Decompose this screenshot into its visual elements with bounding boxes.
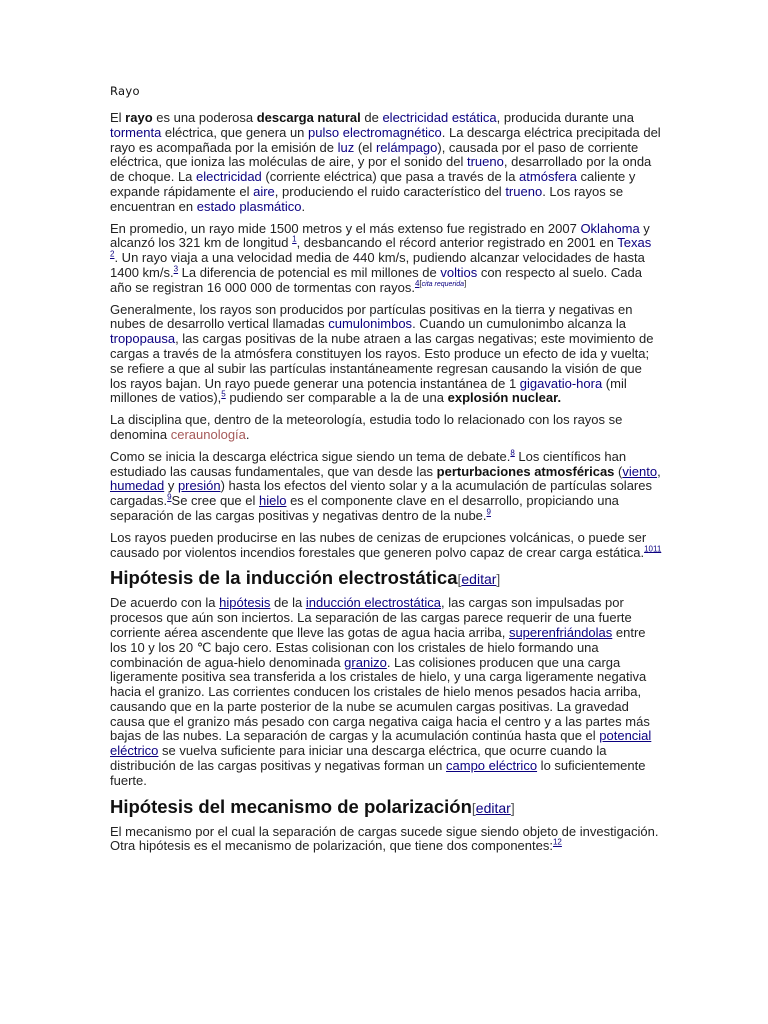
edit-link[interactable]: editar <box>461 571 497 588</box>
text: . Cuando un cumulonimbo alcanza la <box>412 316 626 332</box>
link-induccion-electrostatica[interactable]: inducción electrostática <box>305 595 441 611</box>
text: , las cargas son impulsadas por procesos que aún son inciertos. La separación de las cargas parece requerir de una fuerte corriente aérea ascendente que lleve las gotas de agua hacia arriba, <box>110 595 632 640</box>
link-campo-electrico[interactable]: campo eléctrico <box>446 758 538 774</box>
link-aire[interactable]: aire <box>253 183 275 199</box>
reference-link[interactable]: 5 <box>221 390 226 400</box>
text: La disciplina que, dentro de la meteorología, estudia todo lo relacionado con los rayos se denomina <box>110 412 623 442</box>
text: . La descarga eléctrica precipitada del rayo es acompañada por la emisión de <box>110 124 661 155</box>
bold-term: rayo <box>125 110 153 125</box>
section-heading-polarizacion <box>110 796 662 819</box>
reference <box>644 544 661 553</box>
paragraph-records <box>110 222 662 296</box>
paragraph-intro <box>110 111 662 215</box>
text: y <box>164 478 178 494</box>
link-atmosfera[interactable]: atmósfera <box>519 169 577 185</box>
text: de la <box>270 595 306 611</box>
bold-term: perturbaciones atmosféricas <box>436 463 615 479</box>
bracket: ] <box>496 571 501 588</box>
heading-text: Hipótesis del mecanismo de polarización <box>110 795 472 817</box>
text: . <box>301 198 306 214</box>
text: es una poderosa <box>152 110 257 125</box>
text: lo suficientemente fuerte. <box>110 758 646 788</box>
reference-link[interactable]: 2 <box>110 249 115 259</box>
text: . Un rayo viaja a una velocidad media de 440 km/s, pudiendo alcanzar velocidades de hasta 1400 km/s. <box>110 250 645 280</box>
link-potencial-electrico[interactable]: potencial eléctrico <box>110 728 652 759</box>
link-tormenta[interactable]: tormenta <box>110 124 162 140</box>
paragraph-formation <box>110 303 662 407</box>
reference <box>487 508 491 517</box>
reference-link[interactable]: 9 <box>167 492 172 502</box>
text: , producida durante una <box>496 110 634 125</box>
text: , <box>657 463 661 479</box>
citation-needed-link[interactable]: cita requerida <box>421 281 465 289</box>
bold-term: explosión nuclear. <box>447 390 562 406</box>
text: con respecto al suelo. Cada año se registran 16 000 000 de tormentas con rayos. <box>110 264 642 295</box>
link-trueno[interactable]: trueno <box>505 183 543 199</box>
bracket: [ <box>457 571 462 588</box>
bold-term: descarga natural <box>256 110 361 125</box>
reference <box>415 279 466 288</box>
paragraph-volcanic <box>110 531 662 561</box>
link-humedad[interactable]: humedad <box>110 478 165 494</box>
reference-link[interactable]: 9 <box>486 507 491 517</box>
link-hielo[interactable]: hielo <box>259 493 287 509</box>
link-presion[interactable]: presión <box>177 478 221 494</box>
text: Los rayos pueden producirse en las nubes de cenizas de erupciones volcánicas, o puede ser causado por violentos incendios forestales que generen polvo capaz de crear carga estática. <box>110 529 647 560</box>
text: ), causada por el paso de corriente eléctrica, que ioniza las moléculas de aire, y por el sonido del <box>110 139 639 170</box>
text: . Las colisiones producen que una carga ligeramente positiva sea transferida a los cristales de hielo, y una carga ligeramente negativa hacia el granizo. Las corrientes conducen los cristales de hielo menos pesados hacia arriba, causando que en la parte posterior de la nube se acumulen cargas positivas. La gravedad causa que el granizo más pesado con carga negativa caiga hacia el centro y a las partes más bajas de las nubes. La separación de cargas y la acumulación continúa hasta que el <box>110 654 650 744</box>
text: , desbancando el récord anterior registrado en 2001 en <box>296 235 618 251</box>
reference-link[interactable]: 8 <box>510 448 515 458</box>
link-granizo[interactable]: granizo <box>344 654 387 670</box>
text: de <box>360 110 383 125</box>
text: y alcanzó los 321 km de longitud <box>110 220 650 251</box>
link-electricidad-estatica[interactable]: electricidad estática <box>382 110 497 125</box>
text: La diferencia de potencial es mil millones de <box>178 264 441 280</box>
link-superenfriandolas[interactable]: superenfriándolas <box>508 624 613 640</box>
link-hipotesis[interactable]: hipótesis <box>219 595 271 611</box>
paragraph-discipline <box>110 413 662 443</box>
text: Los científicos han estudiado las causas fundamentales, que van desde las <box>110 448 627 479</box>
text: caliente y expande rápidamente el <box>110 169 636 199</box>
reference-link[interactable]: 4 <box>414 279 420 289</box>
text: ( <box>614 463 623 479</box>
edit-section <box>472 800 515 816</box>
link-electricidad[interactable]: electricidad <box>196 169 262 185</box>
link-estado-plasmatico[interactable]: estado plasmático <box>196 198 302 214</box>
link-gigavatio-hora[interactable]: gigavatio-hora <box>519 375 603 391</box>
text: Generalmente, los rayos son producidos por partículas positivas en la tierra y negativas en nubes de desarrollo vertical llamadas <box>110 301 633 332</box>
link-ceraunologia[interactable]: ceraunología <box>170 426 246 442</box>
page-title: Rayo <box>110 84 140 98</box>
text: se vuelva suficiente para iniciar una descarga eléctrica, que ocurre cuando la distribución de las cargas positivas y negativas forman un <box>110 743 607 774</box>
text: . Los rayos se encuentran en <box>110 183 624 214</box>
link-texas[interactable]: Texas <box>617 235 652 251</box>
heading-text: Hipótesis de la inducción electrostática <box>110 567 458 589</box>
text: , produciendo el ruido característico del <box>274 183 506 199</box>
edit-section <box>458 571 501 587</box>
section-heading-induccion <box>110 567 662 590</box>
bracket: [ <box>471 799 476 816</box>
paragraph-induccion <box>110 596 662 788</box>
link-relampago[interactable]: relámpago <box>375 139 438 155</box>
article <box>110 84 662 861</box>
bracket: ] <box>464 279 467 289</box>
link-pulso-electromagnetico[interactable]: pulso electromagnético <box>308 124 442 140</box>
text: En promedio, un rayo mide 1500 metros y el más extenso fue registrado en 2007 <box>110 220 581 236</box>
text: , desarrollado por la onda de choque. La <box>110 154 652 185</box>
text: Como se inicia la descarga eléctrica sigue siendo un tema de debate. <box>110 448 511 464</box>
link-trueno[interactable]: trueno <box>466 154 504 170</box>
text: El <box>110 110 126 125</box>
link-viento[interactable]: viento <box>622 463 658 479</box>
bracket: ] <box>510 799 515 816</box>
text: , las cargas positivas de la nube atraen a las cargas negativas; este movimiento de cargas a través de la atmósfera constituyen los rayos. Esto produce un efecto de ida y vuelta; se refiere a que al subir las partículas instantáneamente regresan causando la visión de que los rayos bajan. Un rayo puede generar una potencia instantánea de 1 <box>110 331 654 391</box>
link-luz[interactable]: luz <box>337 139 355 155</box>
text: es el componente clave en el desarrollo, propiciando una separación de las cargas positivas y negativas dentro de la nube. <box>110 493 619 523</box>
text: (mil millones de vatios), <box>110 375 627 406</box>
bracket: [ <box>419 279 422 289</box>
paragraph-polarizacion <box>110 825 662 855</box>
link-tropopausa[interactable]: tropopausa <box>110 331 176 347</box>
edit-link[interactable]: editar <box>475 799 511 816</box>
text: El mecanismo por el cual la separación de cargas sucede sigue siendo objeto de investigación. Otra hipótesis es el mecanismo de polarización, que tiene dos componentes: <box>110 823 659 854</box>
reference <box>553 838 562 847</box>
paragraph-debate <box>110 450 662 524</box>
text: pudiendo ser comparable a la de una <box>225 390 448 406</box>
text: (corriente eléctrica) que pasa a través de la <box>261 169 520 185</box>
link-voltios[interactable]: voltios <box>440 264 478 280</box>
reference-link[interactable]: 1011 <box>644 544 662 554</box>
text: entre los 10 y los 20 ℃ bajo cero. Estas colisionan con los cristales de hielo formando una combinación de agua-hielo denominada <box>110 624 646 670</box>
link-cumulonimbos[interactable]: cumulonimbos <box>328 316 413 332</box>
text: De acuerdo con la <box>110 595 220 611</box>
reference-link[interactable]: 12 <box>552 838 562 848</box>
link-oklahoma[interactable]: Oklahoma <box>580 220 640 236</box>
text: . <box>245 426 250 442</box>
text: ) hasta los efectos del viento solar y a la acumulación de partículas solares cargadas. <box>110 478 652 509</box>
reference-link[interactable]: 1 <box>292 235 297 245</box>
reference-link[interactable]: 3 <box>173 264 179 274</box>
text: (el <box>354 139 376 155</box>
text: eléctrica, que genera un <box>161 124 309 140</box>
text: Se cree que el <box>171 493 259 509</box>
